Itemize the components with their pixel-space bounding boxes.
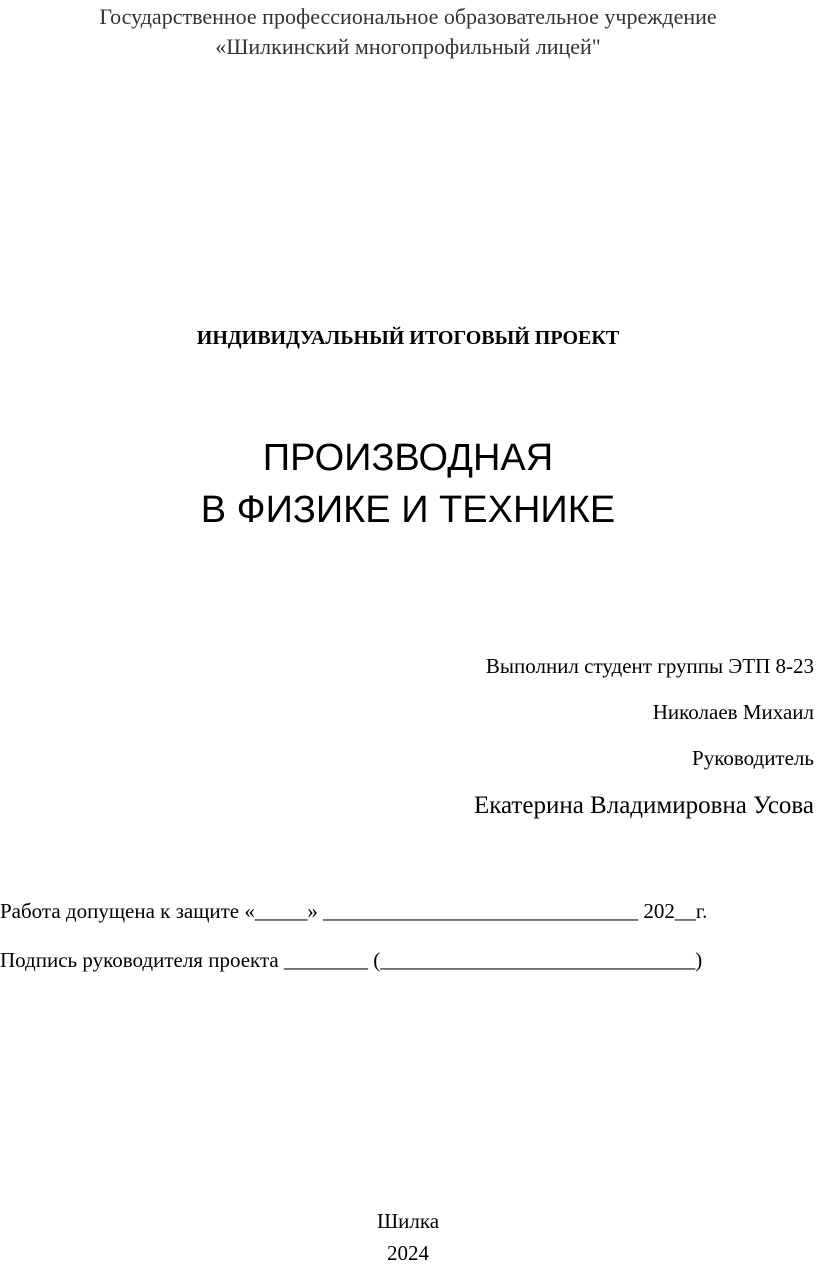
institution-line-2: «Шилкинский многопрофильный лицей" xyxy=(215,34,601,59)
author-name: Николаев Михаил xyxy=(652,700,814,724)
city: Шилка xyxy=(376,1209,440,1233)
supervisor-label: Руководитель xyxy=(692,746,814,770)
project-title-line-1: ПРОИЗВОДНАЯ xyxy=(262,437,554,479)
institution-name xyxy=(0,2,816,62)
defense-admission-line: Работа допущена к защите «_____» ______________________________ 202__г. xyxy=(0,899,708,923)
project-title xyxy=(0,432,816,536)
institution-line-1: Государственное профессиональное образовательное учреждение xyxy=(99,4,717,29)
author-label: Выполнил студент группы ЭТП 8-23 xyxy=(485,654,814,678)
supervisor-signature-line: Подпись руководителя проекта ________ (______________________________) xyxy=(0,948,703,972)
project-type-heading: ИНДИВИДУАЛЬНЫЙ ИТОГОВЫЙ ПРОЕКТ xyxy=(196,327,620,349)
supervisor-name: Екатерина Владимировна Усова xyxy=(473,792,814,819)
project-title-line-2: В ФИЗИКЕ И ТЕХНИКЕ xyxy=(200,489,616,531)
year: 2024 xyxy=(387,1241,429,1265)
